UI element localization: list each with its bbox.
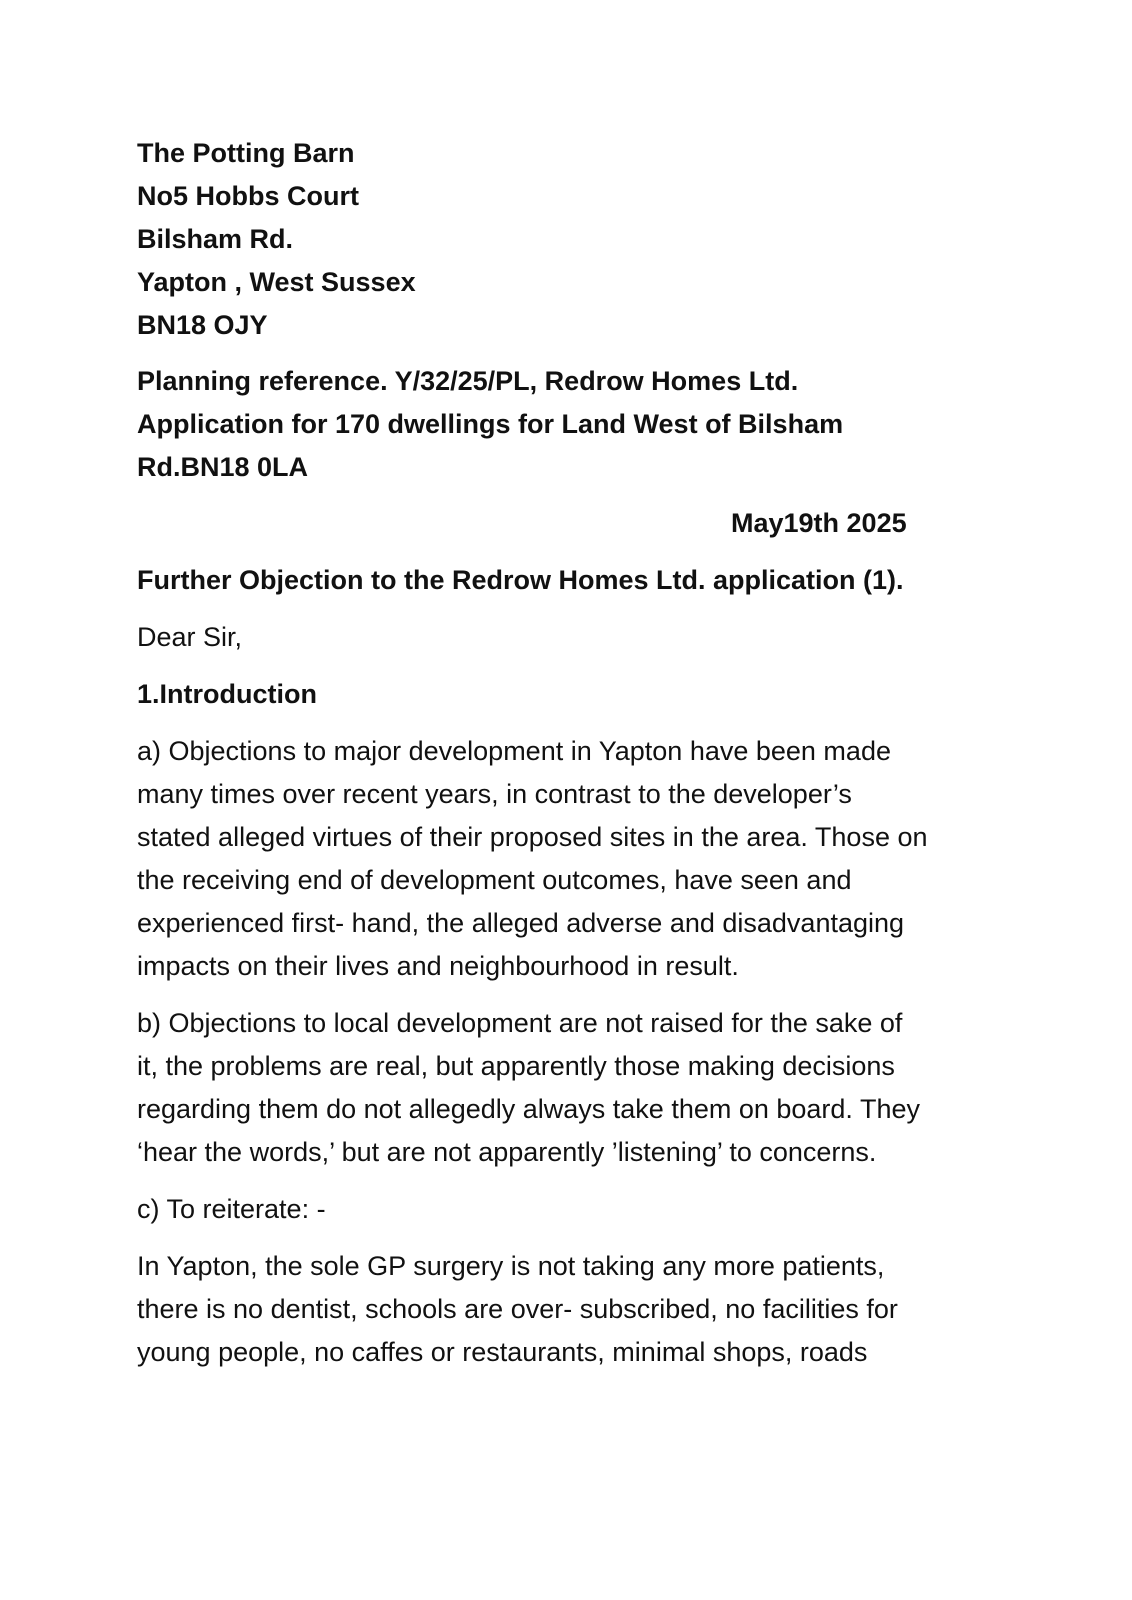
letter-subject: Further Objection to the Redrow Homes Ltd. application (1).	[137, 565, 904, 595]
paragraph-line: impacts on their lives and neighbourhood in result.	[137, 951, 739, 981]
letter-content	[137, 132, 1007, 1374]
paragraph-b	[137, 1002, 1007, 1174]
paragraph-c	[137, 1188, 1007, 1231]
paragraph-line: a) Objections to major development in Yapton have been made	[137, 736, 891, 766]
reference-line: Planning reference. Y/32/25/PL, Redrow Homes Ltd.	[137, 366, 799, 396]
address-line: BN18 OJY	[137, 310, 268, 340]
paragraph-line: many times over recent years, in contrast to the developer’s	[137, 779, 852, 809]
paragraph-line: the receiving end of development outcomes, have seen and	[137, 865, 852, 895]
sender-address	[137, 132, 1007, 347]
paragraph-line: b) Objections to local development are not raised for the sake of	[137, 1008, 903, 1038]
paragraph-line: stated alleged virtues of their proposed sites in the area. Those on	[137, 822, 928, 852]
address-line: Yapton , West Sussex	[137, 267, 416, 297]
reference-line: Rd.BN18 0LA	[137, 452, 309, 482]
paragraph-line: young people, no caffes or restaurants, minimal shops, roads	[137, 1337, 868, 1367]
address-line: Bilsham Rd.	[137, 224, 294, 254]
address-line: No5 Hobbs Court	[137, 181, 359, 211]
reference-line: Application for 170 dwellings for Land West of Bilsham	[137, 409, 844, 439]
paragraph-line: there is no dentist, schools are over- subscribed, no facilities for	[137, 1294, 898, 1324]
paragraph-a	[137, 730, 1007, 988]
paragraph-line: regarding them do not allegedly always take them on board. They	[137, 1094, 920, 1124]
section-heading: 1.Introduction	[137, 679, 317, 709]
planning-reference	[137, 360, 1007, 489]
paragraph-line: In Yapton, the sole GP surgery is not taking any more patients,	[137, 1251, 885, 1281]
paragraph-d	[137, 1245, 1007, 1374]
paragraph-line: it, the problems are real, but apparently those making decisions	[137, 1051, 895, 1081]
address-line: The Potting Barn	[137, 138, 355, 168]
paragraph-line: experienced first- hand, the alleged adverse and disadvantaging	[137, 908, 905, 938]
paragraph-line: ‘hear the words,’ but are not apparently ’listening’ to concerns.	[137, 1137, 877, 1167]
salutation: Dear Sir,	[137, 622, 243, 652]
paragraph-line: c) To reiterate: -	[137, 1194, 326, 1224]
letter-date: May19th 2025	[731, 508, 907, 538]
